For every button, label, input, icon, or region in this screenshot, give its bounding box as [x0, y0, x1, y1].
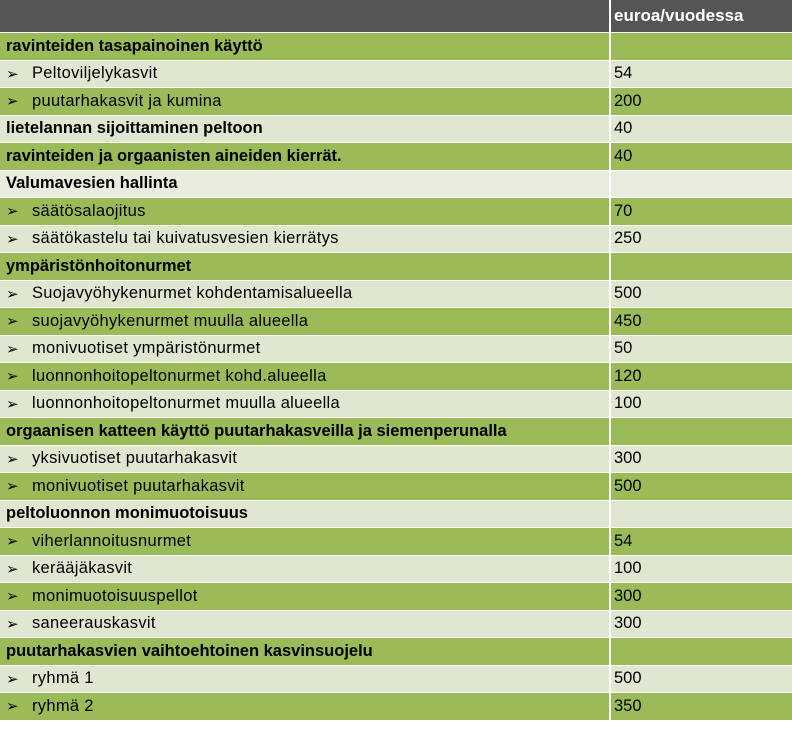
amount-cell: 120 [614, 366, 642, 385]
measure-label: yksivuotiset puutarhakasvit [32, 449, 238, 468]
table-row [0, 336, 792, 364]
measure-cell [0, 116, 609, 143]
measure-cell [0, 391, 609, 418]
amount-cell: 450 [614, 311, 642, 330]
measure-label: luonnonhoitopeltonurmet kohd.alueella [32, 366, 327, 385]
measure-label: suojavyöhykenurmet muulla alueella [32, 311, 309, 330]
amount-cell: 500 [614, 284, 642, 303]
measure-cell [0, 501, 609, 528]
amount-cell: 300 [614, 449, 642, 468]
measure-cell [0, 611, 609, 638]
amount-cell: 500 [614, 476, 642, 495]
amount-cell: 70 [614, 201, 633, 220]
table-row [0, 666, 792, 694]
table-header-row [0, 0, 792, 33]
arrowhead-bullet-icon: ➢ [6, 395, 19, 413]
table-row [0, 473, 792, 501]
amount-cell: 100 [614, 394, 642, 413]
measure-cell [0, 528, 609, 555]
amount-cell: 100 [614, 559, 642, 578]
arrowhead-bullet-icon: ➢ [6, 450, 19, 468]
measure-cell [0, 446, 609, 473]
table-row [0, 226, 792, 254]
measure-label: Valumavesien hallinta [6, 174, 178, 193]
measure-label: puutarhakasvit ja kumina [32, 91, 222, 110]
amount-cell: 250 [614, 229, 642, 248]
arrowhead-bullet-icon: ➢ [6, 698, 19, 716]
measure-cell [0, 88, 609, 115]
measure-cell [0, 693, 609, 720]
table-row [0, 363, 792, 391]
measure-label: kerääjäkasvit [32, 559, 133, 578]
measure-label: monivuotiset puutarhakasvit [32, 476, 245, 495]
table-row [0, 446, 792, 474]
arrowhead-bullet-icon: ➢ [6, 478, 19, 496]
arrowhead-bullet-icon: ➢ [6, 313, 19, 331]
table-row [0, 88, 792, 116]
amount-cell: 200 [614, 91, 642, 110]
measure-cell [0, 143, 609, 170]
measure-cell [0, 418, 609, 445]
amount-cell [611, 171, 792, 198]
measure-label: ympäristönhoitonurmet [6, 256, 192, 275]
measure-label: saneerauskasvit [32, 614, 156, 633]
amount-cell [611, 638, 792, 665]
measure-cell [0, 638, 609, 665]
measure-label: ravinteiden ja orgaanisten aineiden kierrät. [6, 146, 342, 165]
measure-label: ravinteiden tasapainoinen käyttö [6, 36, 263, 55]
table-row [0, 693, 792, 721]
table-section-row [0, 418, 792, 446]
measure-label: luonnonhoitopeltonurmet muulla alueella [32, 394, 340, 413]
measure-label: lietelannan sijoittaminen peltoon [6, 119, 263, 138]
measure-label: säätösalaojitus [32, 201, 146, 220]
measure-label: peltoluonnon monimuotoisuus [6, 504, 248, 523]
measure-cell [0, 666, 609, 693]
arrowhead-bullet-icon: ➢ [6, 368, 19, 386]
table-row [0, 61, 792, 89]
amount-cell: 300 [614, 586, 642, 605]
measure-cell [0, 171, 609, 198]
measure-cell [0, 308, 609, 335]
measure-label: säätökastelu tai kuivatusvesien kierrätys [32, 229, 339, 248]
arrowhead-bullet-icon: ➢ [6, 588, 19, 606]
arrowhead-bullet-icon: ➢ [6, 230, 19, 248]
amount-cell [611, 253, 792, 280]
table-row [0, 556, 792, 584]
arrowhead-bullet-icon: ➢ [6, 560, 19, 578]
amount-cell [611, 418, 792, 445]
arrowhead-bullet-icon: ➢ [6, 670, 19, 688]
measure-label: ryhmä 2 [32, 696, 94, 715]
amount-cell: 40 [614, 146, 633, 165]
measure-label: monivuotiset ympäristönurmet [32, 339, 261, 358]
measure-label: Peltoviljelykasvit [32, 64, 158, 83]
table-row [0, 281, 792, 309]
arrowhead-bullet-icon: ➢ [6, 533, 19, 551]
measure-cell [0, 226, 609, 253]
measure-cell [0, 556, 609, 583]
measure-cell [0, 583, 609, 610]
table-row [0, 611, 792, 639]
measure-label: monimuotoisuuspellot [32, 586, 198, 605]
table-section-row [0, 501, 792, 529]
arrowhead-bullet-icon: ➢ [6, 203, 19, 221]
arrowhead-bullet-icon: ➢ [6, 93, 19, 111]
table-row [0, 391, 792, 419]
amount-cell: 50 [614, 339, 633, 358]
table-row [0, 308, 792, 336]
measure-cell [0, 336, 609, 363]
measure-label: orgaanisen katteen käyttö puutarhakasveilla ja siemenperunalla [6, 421, 507, 440]
amount-cell: 500 [614, 669, 642, 688]
header-cell-measure [0, 0, 609, 32]
table-section-row [0, 638, 792, 666]
amount-cell: 350 [614, 696, 642, 715]
arrowhead-bullet-icon: ➢ [6, 340, 19, 358]
amount-cell [611, 33, 792, 60]
arrowhead-bullet-icon: ➢ [6, 615, 19, 633]
table-body [0, 33, 792, 721]
measure-label: ryhmä 1 [32, 669, 94, 688]
amount-cell: 300 [614, 614, 642, 633]
table-row [0, 528, 792, 556]
measure-label: puutarhakasvien vaihtoehtoinen kasvinsuojelu [6, 641, 373, 660]
measure-cell [0, 61, 609, 88]
measure-label: viherlannoitusnurmet [32, 531, 192, 550]
table-row [0, 198, 792, 226]
amount-cell [611, 501, 792, 528]
measure-cell [0, 473, 609, 500]
header-cell-amount: euroa/vuodessa [614, 6, 744, 25]
measure-cell [0, 198, 609, 225]
table-section-row [0, 171, 792, 199]
measure-cell [0, 363, 609, 390]
table-section-row [0, 253, 792, 281]
measure-label: Suojavyöhykenurmet kohdentamisalueella [32, 284, 353, 303]
measure-cell [0, 253, 609, 280]
arrowhead-bullet-icon: ➢ [6, 285, 19, 303]
amount-cell: 40 [614, 119, 633, 138]
table-section-row [0, 116, 792, 144]
arrowhead-bullet-icon: ➢ [6, 65, 19, 83]
measure-cell [0, 281, 609, 308]
measure-cell [0, 33, 609, 60]
table-section-row [0, 143, 792, 171]
table-row [0, 583, 792, 611]
amount-cell: 54 [614, 64, 633, 83]
table-section-row [0, 33, 792, 61]
amount-cell: 54 [614, 531, 633, 550]
